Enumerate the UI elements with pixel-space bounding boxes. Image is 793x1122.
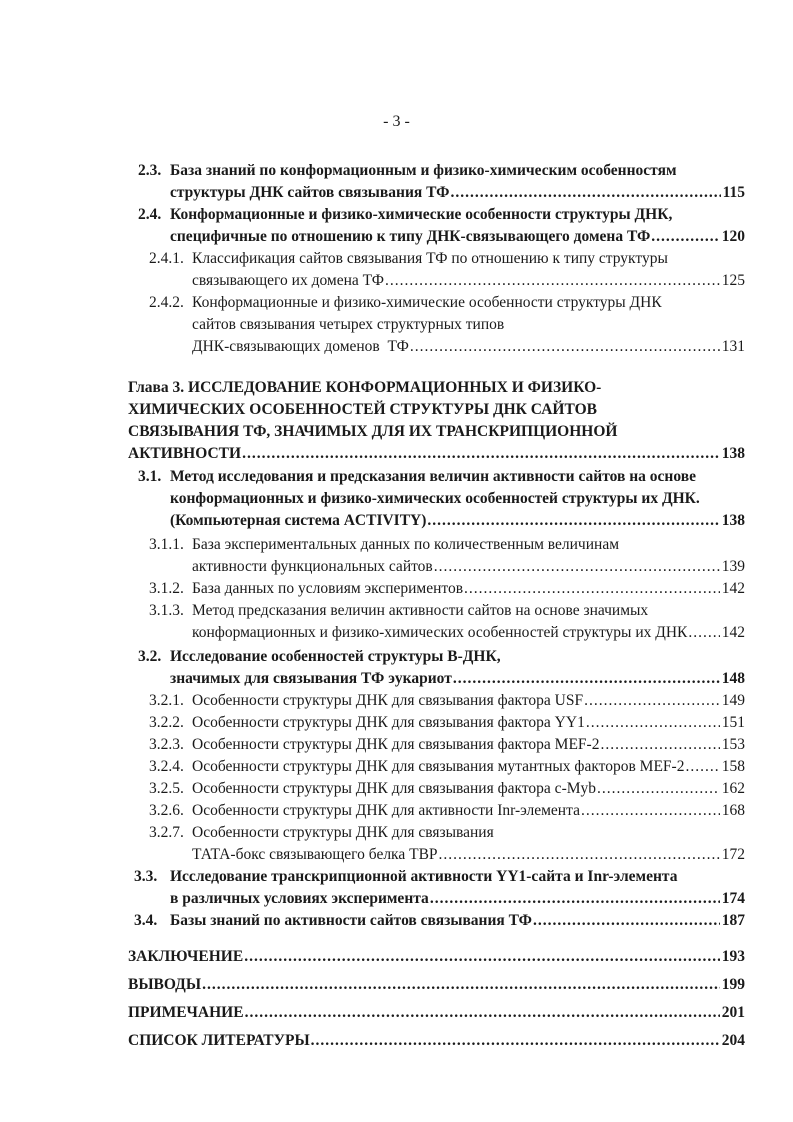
toc-entry-number: 3.2.6. bbox=[149, 802, 184, 819]
toc-entry-title: Исследование особенностей структуры В-ДНК, bbox=[170, 648, 501, 665]
leader-dots bbox=[464, 578, 720, 600]
toc-chapter-title: ХИМИЧЕСКИХ ОСОБЕННОСТЕЙ СТРУКТУРЫ ДНК САЙТОВ bbox=[128, 401, 597, 418]
toc-entry-last-line bbox=[192, 712, 745, 734]
toc-entry-number: 3.4. bbox=[134, 912, 158, 929]
leader-dots bbox=[242, 443, 720, 465]
toc-entry-title: Метод предсказания величин активности сайтов на основе значимых bbox=[192, 602, 649, 619]
toc-entry-last-line bbox=[128, 974, 745, 996]
toc-page-number: 138 bbox=[721, 445, 745, 462]
leader-dots bbox=[533, 910, 720, 932]
toc-entry-title: значимых для связывания ТФ эукариот bbox=[170, 670, 452, 687]
toc-page-number: 201 bbox=[721, 1004, 745, 1021]
toc-page-number: 162 bbox=[721, 780, 745, 797]
toc-entry-number: 3.1.3. bbox=[149, 602, 184, 619]
toc-entry-title: База данных по условиям экспериментов bbox=[192, 580, 464, 597]
leader-dots bbox=[410, 336, 720, 358]
toc-entry-number: 2.3. bbox=[138, 162, 162, 179]
toc-entry-last-line bbox=[192, 578, 745, 600]
toc-entry-number: 3.2.7. bbox=[149, 824, 184, 841]
leader-dots bbox=[584, 690, 720, 712]
leader-dots bbox=[581, 800, 720, 822]
toc-page-number: 120 bbox=[721, 228, 745, 245]
toc-entry-title: Особенности структуры ДНК для связывания фактора c-Myb bbox=[192, 780, 597, 797]
toc-entry-title: (Компьютерная система ACTIVITY) bbox=[170, 512, 427, 529]
toc-chapter-title: Глава 3. ИССЛЕДОВАНИЕ КОНФОРМАЦИОННЫХ И ФИЗИКО- bbox=[128, 379, 602, 396]
toc-entry-number: 3.2. bbox=[138, 648, 162, 665]
toc-entry-last-line bbox=[192, 844, 745, 866]
leader-dots bbox=[586, 712, 720, 734]
toc-page-number: 153 bbox=[721, 736, 745, 753]
toc-entry-title: Особенности структуры ДНК для активности Inr-элемента bbox=[192, 802, 580, 819]
toc-page-number: 172 bbox=[721, 846, 745, 863]
toc-entry-title: База знаний по конформационным и физико-химическим особенностям bbox=[170, 162, 677, 179]
toc-entry-last-line bbox=[192, 800, 745, 822]
toc-entry-title: Особенности структуры ДНК для связывания фактора USF bbox=[192, 692, 584, 709]
toc-page-number: 148 bbox=[721, 670, 745, 687]
toc-entry-last-line bbox=[128, 946, 745, 968]
toc-entry-number: 3.1.1. bbox=[149, 536, 184, 553]
page-number: - 3 - bbox=[383, 113, 410, 130]
toc-entry-last-line bbox=[170, 888, 745, 910]
toc-entry-title: ВЫВОДЫ bbox=[128, 976, 202, 993]
leader-dots bbox=[685, 756, 719, 778]
toc-entry-number: 3.2.3. bbox=[149, 736, 184, 753]
toc-entry-last-line bbox=[128, 443, 745, 465]
toc-entry-title: ЗАКЛЮЧЕНИЕ bbox=[128, 948, 244, 965]
toc-entry-title: Базы знаний по активности сайтов связывания ТФ bbox=[170, 912, 532, 929]
leader-dots bbox=[434, 556, 720, 578]
toc-entry-last-line bbox=[192, 270, 745, 292]
toc-entry-number: 2.4. bbox=[138, 206, 162, 223]
toc-entry-title: в различных условиях эксперимента bbox=[170, 890, 429, 907]
toc-entry-title: Особенности структуры ДНК для связывания фактора YY1 bbox=[192, 714, 585, 731]
leader-dots bbox=[311, 1030, 720, 1052]
toc-page-number: 199 bbox=[721, 976, 745, 993]
leader-dots bbox=[439, 844, 720, 866]
toc-entry-title: связывающего их домена ТФ bbox=[192, 272, 385, 289]
toc-entry-last-line bbox=[192, 336, 745, 358]
toc-entry-last-line bbox=[170, 226, 745, 248]
toc-entry-number: 3.3. bbox=[134, 868, 158, 885]
toc-entry-title: Классификация сайтов связывания ТФ по отношению к типу структуры bbox=[192, 250, 668, 267]
toc-entry-last-line bbox=[170, 910, 745, 932]
toc-entry-title: Особенности структуры ДНК для связывания фактора MEF-2 bbox=[192, 736, 600, 753]
toc-entry-number: 3.2.2. bbox=[149, 714, 184, 731]
toc-page-number: 131 bbox=[721, 338, 745, 355]
toc-entry-title: конформационных и физико-химических особенностей структуры их ДНК. bbox=[170, 490, 700, 507]
toc-entry-title: активности функциональных сайтов bbox=[192, 558, 433, 575]
leader-dots bbox=[597, 778, 720, 800]
toc-page-number: 187 bbox=[721, 912, 745, 929]
leader-dots bbox=[385, 270, 720, 292]
toc-entry-last-line bbox=[128, 1002, 745, 1024]
toc-page-number: 149 bbox=[721, 692, 745, 709]
leader-dots bbox=[430, 888, 720, 910]
toc-entry-last-line bbox=[192, 734, 745, 756]
toc-page-number: 174 bbox=[721, 890, 745, 907]
toc-entry-title: Особенности структуры ДНК для связывания мутантных факторов MEF-2 bbox=[192, 758, 685, 775]
toc-entry-last-line bbox=[170, 668, 745, 690]
toc-page-number: 139 bbox=[721, 558, 745, 575]
leader-dots bbox=[688, 622, 719, 644]
toc-entry-last-line bbox=[128, 1030, 745, 1052]
leader-dots bbox=[244, 946, 720, 968]
toc-entry-number: 3.1. bbox=[138, 468, 162, 485]
toc-page-number: 142 bbox=[721, 624, 745, 641]
toc-entry-title: База экспериментальных данных по количественным величинам bbox=[192, 536, 620, 553]
toc-entry-title: Конформационные и физико-химические особенности структуры ДНК bbox=[192, 294, 662, 311]
toc-entry-last-line bbox=[170, 182, 745, 204]
leader-dots bbox=[450, 182, 720, 204]
toc-page-number: 168 bbox=[721, 802, 745, 819]
toc-entry-number: 2.4.1. bbox=[149, 250, 184, 267]
toc-page-number: 158 bbox=[721, 758, 745, 775]
leader-dots bbox=[651, 226, 719, 248]
leader-dots bbox=[453, 668, 720, 690]
toc-entry-number: 3.2.1. bbox=[149, 692, 184, 709]
toc-entry-title: ПРИМЕЧАНИЕ bbox=[128, 1004, 244, 1021]
toc-chapter-title: СВЯЗЫВАНИЯ ТФ, ЗНАЧИМЫХ ДЛЯ ИХ ТРАНСКРИПЦИОННОЙ bbox=[128, 423, 618, 440]
toc-entry-title: Конформационные и физико-химические особенности структуры ДНК, bbox=[170, 206, 673, 223]
toc-entry-title: Особенности структуры ДНК для связывания bbox=[192, 824, 494, 841]
toc-entry-title: сайтов связывания четырех структурных типов bbox=[192, 316, 505, 333]
toc-entry-title: структуры ДНК сайтов связывания ТФ bbox=[170, 184, 450, 201]
toc-entry-title: Исследование транскрипционной активности YY1-сайта и Inr-элемента bbox=[170, 868, 678, 885]
toc-entry-last-line bbox=[170, 510, 745, 532]
toc-entry-last-line bbox=[192, 690, 745, 712]
toc-page-number: 142 bbox=[721, 580, 745, 597]
toc-entry-title: специфичные по отношению к типу ДНК-связывающего домена ТФ bbox=[170, 228, 651, 245]
toc-page-number: 151 bbox=[721, 714, 745, 731]
toc-entry-number: 2.4.2. bbox=[149, 294, 184, 311]
toc-entry-last-line bbox=[192, 778, 745, 800]
toc-entry-last-line bbox=[192, 756, 745, 778]
toc-entry-title: ТАТА-бокс связывающего белка ТВР bbox=[192, 846, 438, 863]
toc-page-number: 115 bbox=[722, 184, 745, 201]
toc-page-number: 204 bbox=[721, 1032, 745, 1049]
leader-dots bbox=[600, 734, 719, 756]
toc-entry-number: 3.1.2. bbox=[149, 580, 184, 597]
toc-page-number: 138 bbox=[721, 512, 745, 529]
toc-entry-last-line bbox=[192, 556, 745, 578]
toc-page-number: 193 bbox=[721, 948, 745, 965]
toc-entry-number: 3.2.5. bbox=[149, 780, 184, 797]
leader-dots bbox=[202, 974, 720, 996]
leader-dots bbox=[245, 1002, 720, 1024]
toc-entry-title: конформационных и физико-химических особенностей структуры их ДНК bbox=[192, 624, 688, 641]
toc-entry-number: 3.2.4. bbox=[149, 758, 184, 775]
leader-dots bbox=[427, 510, 719, 532]
toc-entry-title: Метод исследования и предсказания величин активности сайтов на основе bbox=[170, 468, 696, 485]
toc-entry-title: ДНК-связывающих доменов ТФ bbox=[192, 338, 409, 355]
toc-entry-title: СПИСОК ЛИТЕРАТУРЫ bbox=[128, 1032, 310, 1049]
toc-page-number: 125 bbox=[721, 272, 745, 289]
toc-chapter-title: АКТИВНОСТИ bbox=[128, 445, 242, 462]
toc-entry-last-line bbox=[192, 622, 745, 644]
